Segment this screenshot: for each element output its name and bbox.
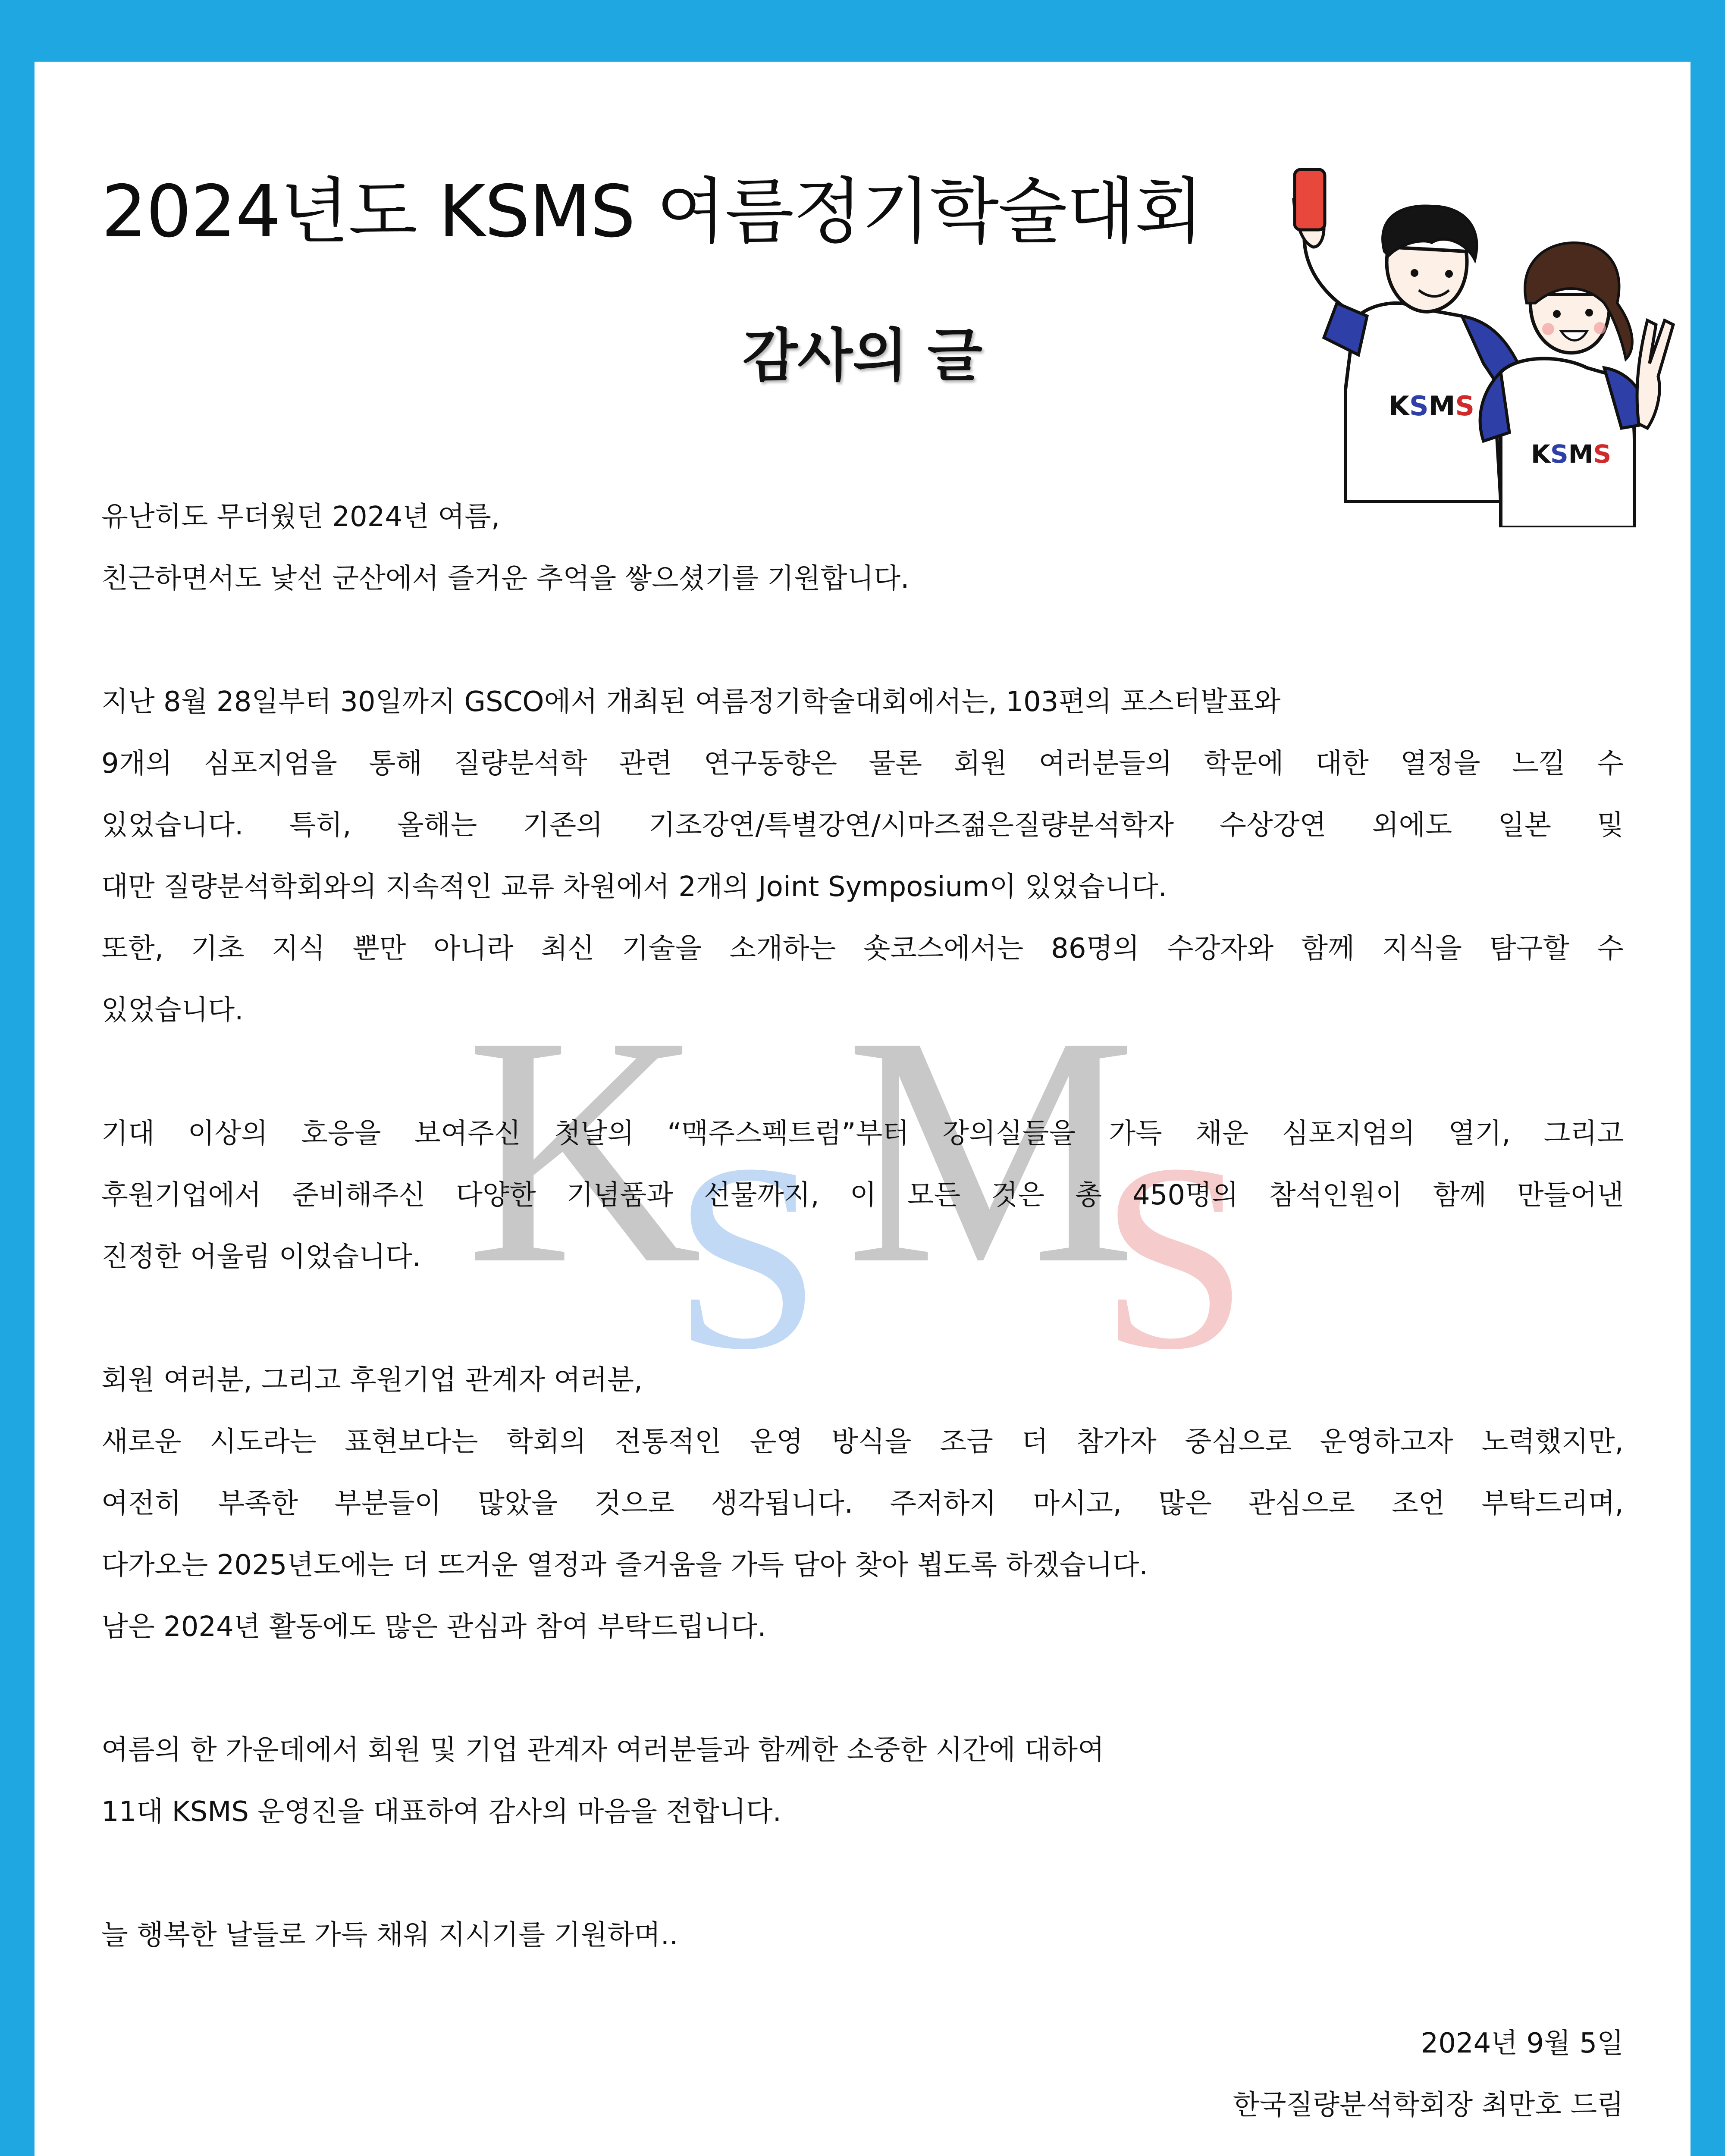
body-line: 새로운 시도라는 표현보다는 학회의 전통적인 운영 방식을 조금 더 참가자 중심으로 운영하고자 노력했지만, [101, 1426, 1624, 1458]
ksms-footer-logo [78, 2153, 574, 2156]
paragraph-5 [101, 1720, 1624, 1843]
page-title: 2024년도 KSMS 여름정기학술대회 [101, 170, 1203, 254]
body-line: 기대 이상의 호응을 보여주신 첫날의 “맥주스펙트럼”부터 강의실들을 가득 채운 심포지엄의 열기, 그리고 [101, 1118, 1624, 1150]
paragraph-2 [101, 671, 1624, 1041]
body-line: 9개의 심포지엄을 통해 질량분석학 관련 연구동향은 물론 회원 여러분들의 학문에 대한 열정을 느낄 수 [101, 748, 1624, 780]
body-line: 여전히 부족한 부분들이 많았을 것으로 생각됩니다. 주저하지 마시고, 많은 관심으로 조언 부탁드리며, [101, 1488, 1624, 1520]
body-line: 대만 질량분석학회와의 지속적인 교류 차원에서 2개의 Joint Symposium이 있었습니다. [101, 871, 1167, 903]
paragraph-4 [101, 1350, 1624, 1658]
signature-signer: 한국질량분석학회장 최만호 드림 [1233, 2089, 1624, 2121]
body-line: 늘 행복한 날들로 가득 채워 지시기를 기원하며.. [101, 1919, 678, 1951]
signature-date: 2024년 9월 5일 [1421, 2028, 1624, 2059]
body-line: 있었습니다. 특히, 올해는 기존의 기조강연/특별강연/시마즈젊은질량분석학자 수상강연 외에도 일본 및 [101, 809, 1624, 841]
body-line: 회원 여러분, 그리고 후원기업 관계자 여러분, [101, 1364, 643, 1396]
body-line: 후원기업에서 준비해주신 다양한 기념품과 선물까지, 이 모든 것은 총 450명의 참석인원이 함께 만들어낸 [101, 1179, 1624, 1211]
paragraph-6 [101, 1905, 1624, 1966]
body-line: 남은 2024년 활동에도 많은 관심과 참여 부탁드립니다. [101, 1611, 766, 1643]
page-subtitle: 감사의 글 [742, 323, 982, 389]
letter-sheet [34, 62, 1690, 2156]
body-line: 진정한 어울림 이었습니다. [101, 1241, 421, 1273]
body-line: 11대 KSMS 운영진을 대표하여 감사의 마음을 전합니다. [101, 1796, 781, 1828]
body-line: 다가오는 2025년도에는 더 뜨거운 열정과 즐거움을 가득 담아 찾아 뵙도록 하겠습니다. [101, 1549, 1148, 1581]
signature-block [1233, 2013, 1624, 2136]
watermark-letter-m: M [845, 969, 1137, 1332]
letter-body [101, 486, 1624, 2028]
body-line: 또한, 기초 지식 뿐만 아니라 최신 기술을 소개하는 숏코스에서는 86명의 수강자와 함께 지식을 탐구할 수 [101, 933, 1624, 965]
body-line: 여름의 한 가운데에서 회원 및 기업 관계자 여러분들과 함께한 소중한 시간에 대하여 [101, 1734, 1104, 1766]
body-line: 유난히도 무더웠던 2024년 여름, [101, 501, 500, 533]
man-shirt-logo: KSMS [1389, 390, 1475, 422]
watermark-letter-s1: S [673, 1109, 822, 1373]
woman-shirt-logo: KSMS [1531, 439, 1612, 469]
paragraph-1 [101, 486, 1624, 610]
body-line: 친근하면서도 낯선 군산에서 즐거운 추억을 쌓으셨기를 기원합니다. [101, 563, 910, 595]
body-line: 지난 8월 28일부터 30일까지 GSCO에서 개최된 여름정기학술대회에서는, 103편의 포스터발표와 [101, 686, 1281, 718]
phone-icon [1295, 169, 1325, 230]
watermark-letter-k: K [466, 969, 703, 1332]
body-line: 있었습니다. [101, 994, 244, 1026]
watermark-letter-s2: S [1100, 1109, 1248, 1373]
paragraph-3 [101, 1103, 1624, 1288]
